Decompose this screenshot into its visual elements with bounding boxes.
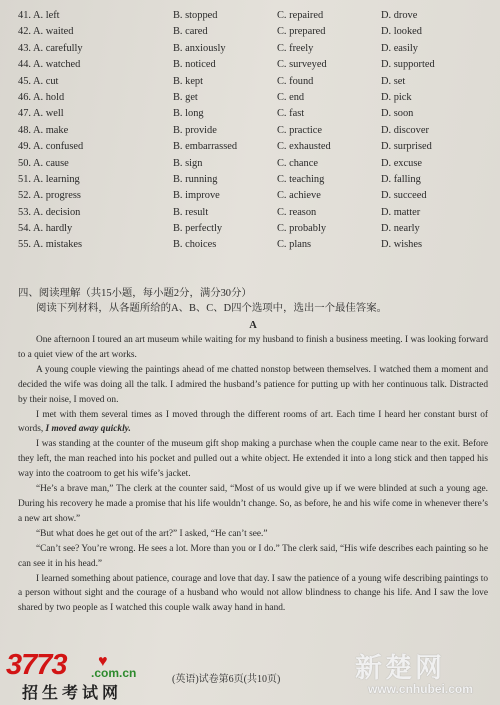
option-b: B. improve [173,190,220,202]
option-row [18,74,488,90]
page-footer [0,649,500,705]
option-c: C. achieve [277,190,321,202]
passage-paragraph [18,482,488,527]
option-a: 43. A. carefully [18,42,83,54]
option-a: 55. A. mistakes [18,239,83,251]
option-d: D. set [381,75,406,87]
watermark-brand: 新楚网 [355,653,445,684]
option-b: B. noticed [173,59,216,71]
option-a: 44. A. watched [18,59,81,71]
option-row [18,123,488,139]
paragraph-text: One afternoon I toured an art museum while waiting for my husband to finish a business meeting. I was looking forward to a quiet view of the art works. [18,335,488,360]
option-a: 45. A. cut [18,75,59,87]
option-row [18,90,488,106]
option-c: C. end [277,91,305,103]
options-table [18,8,488,254]
option-c: C. teaching [277,173,325,185]
option-row [18,188,488,204]
option-b: B. get [173,91,198,103]
watermark-url: www.cnhubei.com [368,682,473,696]
option-c: C. found [277,75,314,87]
emphasized-text: I moved away quickly. [45,424,131,435]
option-b: B. running [173,173,218,185]
passage-paragraph [18,542,488,572]
option-a: 52. A. progress [18,190,81,202]
paragraph-text: “But what does he get out of the art?” I asked, “He can’t see.” [36,528,268,539]
passage-paragraph [18,437,488,482]
page-number-label: (英语)试卷第6页(共10页) [172,674,281,685]
option-c: C. prepared [277,26,326,38]
option-b: B. stopped [173,10,218,21]
option-c: C. freely [277,42,314,54]
option-c: C. repaired [277,10,324,21]
option-b: B. cared [173,26,208,38]
option-d: D. excuse [381,157,422,169]
paragraph-text: “He’s a brave man,” The clerk at the counter said, “Most of us would give up if we were blinded at such a young age. During his recovery he made a promise that his life wouldn’t change. So, as before, he and his wife come in whenever there’s a new art show.” [18,484,488,524]
option-row [18,172,488,188]
option-b: B. provide [173,124,217,136]
option-c: C. reason [277,206,317,218]
option-d: D. drove [381,10,418,21]
section-instruction: 阅读下列材料，从各题所给的A、B、C、D四个选项中，选出一个最佳答案。 [36,303,387,314]
option-b: B. sign [173,157,203,169]
paragraph-text: I met with them several times as I moved through the different rooms of art. Each time I heard her constant burst of words, [18,409,488,435]
passage-paragraph [18,527,488,542]
option-b: B. kept [173,75,204,87]
option-b: B. anxiously [173,42,226,54]
option-d: D. wishes [381,239,422,251]
section-title: 四、阅读理解（共15小题，每小题2分，满分30分） [18,288,252,299]
passage-paragraph [18,363,488,408]
option-b: B. long [173,108,204,120]
option-row [18,24,488,40]
option-row [18,237,488,253]
option-a: 41. A. left [18,10,60,21]
reading-section [18,286,488,616]
option-c: C. exhausted [277,141,331,153]
option-d: D. looked [381,26,422,38]
option-row [18,221,488,237]
site-logo-domain: .com.cn [91,666,137,680]
paragraph-text: I learned something about patience, courage and love that day. I saw the patience of a young wife describing paintings to a person without sight and the courage of a husband who would not allow blindness to change his life. And I saw the love shared by two people as I watched this couple walk away hand in hand. [18,573,488,614]
option-a: 46. A. hold [18,91,65,103]
passage-paragraph [18,333,488,363]
option-a: 51. A. learning [18,173,80,185]
option-a: 53. A. decision [18,206,81,218]
option-c: C. chance [277,157,318,169]
option-row [18,139,488,155]
option-b: B. result [173,206,209,218]
option-a: 47. A. well [18,108,64,120]
option-c: C. probably [277,223,327,235]
option-b: B. perfectly [173,223,223,235]
passage-letter: A [249,320,257,331]
option-row [18,106,488,122]
heart-icon: ♥ [98,653,108,670]
option-row [18,57,488,73]
option-d: D. discover [381,124,429,136]
passage-body [18,333,488,616]
option-c: C. practice [277,124,323,136]
option-c: C. fast [277,108,305,120]
passage-paragraph [18,572,488,617]
option-a: 42. A. waited [18,26,74,38]
site-logo-subtitle: 招生考试网 [22,683,123,702]
site-logo-number: 3773 [6,649,67,681]
option-d: D. surprised [381,141,432,153]
option-c: C. plans [277,239,312,251]
option-b: B. choices [173,239,217,251]
option-c: C. surveyed [277,59,327,71]
option-d: D. falling [381,173,421,185]
option-d: D. soon [381,108,414,120]
option-d: D. supported [381,59,435,71]
option-a: 49. A. confused [18,141,84,153]
option-row [18,205,488,221]
option-d: D. succeed [381,190,427,202]
option-a: 48. A. make [18,124,69,136]
paragraph-text: A young couple viewing the paintings ahead of me chatted nonstop between themselves. I watched them a moment and decided the wife was doing all the talk. I admired the husband’s patience for putting up with her continuous talk. Distracted by their noise, I moved on. [18,364,488,405]
paragraph-text: I was standing at the counter of the museum gift shop making a purchase when the couple came near to the exit. Before they left, the man reached into his pocket and pulled out a white object. He extended it into a long stick and then tapped his way into the coatroom to get his wife’s jacket. [18,439,488,480]
option-d: D. pick [381,91,412,103]
option-row [18,41,488,57]
option-a: 54. A. hardly [18,223,73,235]
option-b: B. embarrassed [173,141,238,153]
option-d: D. nearly [381,223,420,235]
passage-paragraph [18,408,488,438]
paragraph-text: “Can’t see? You’re wrong. He sees a lot. More than you or I do.” The clerk said, “His wife describes each painting so he can see it in his head.” [18,543,488,569]
option-d: D. matter [381,206,421,218]
option-row [18,156,488,172]
option-a: 50. A. cause [18,157,69,169]
option-d: D. easily [381,42,418,54]
option-row [18,8,488,24]
